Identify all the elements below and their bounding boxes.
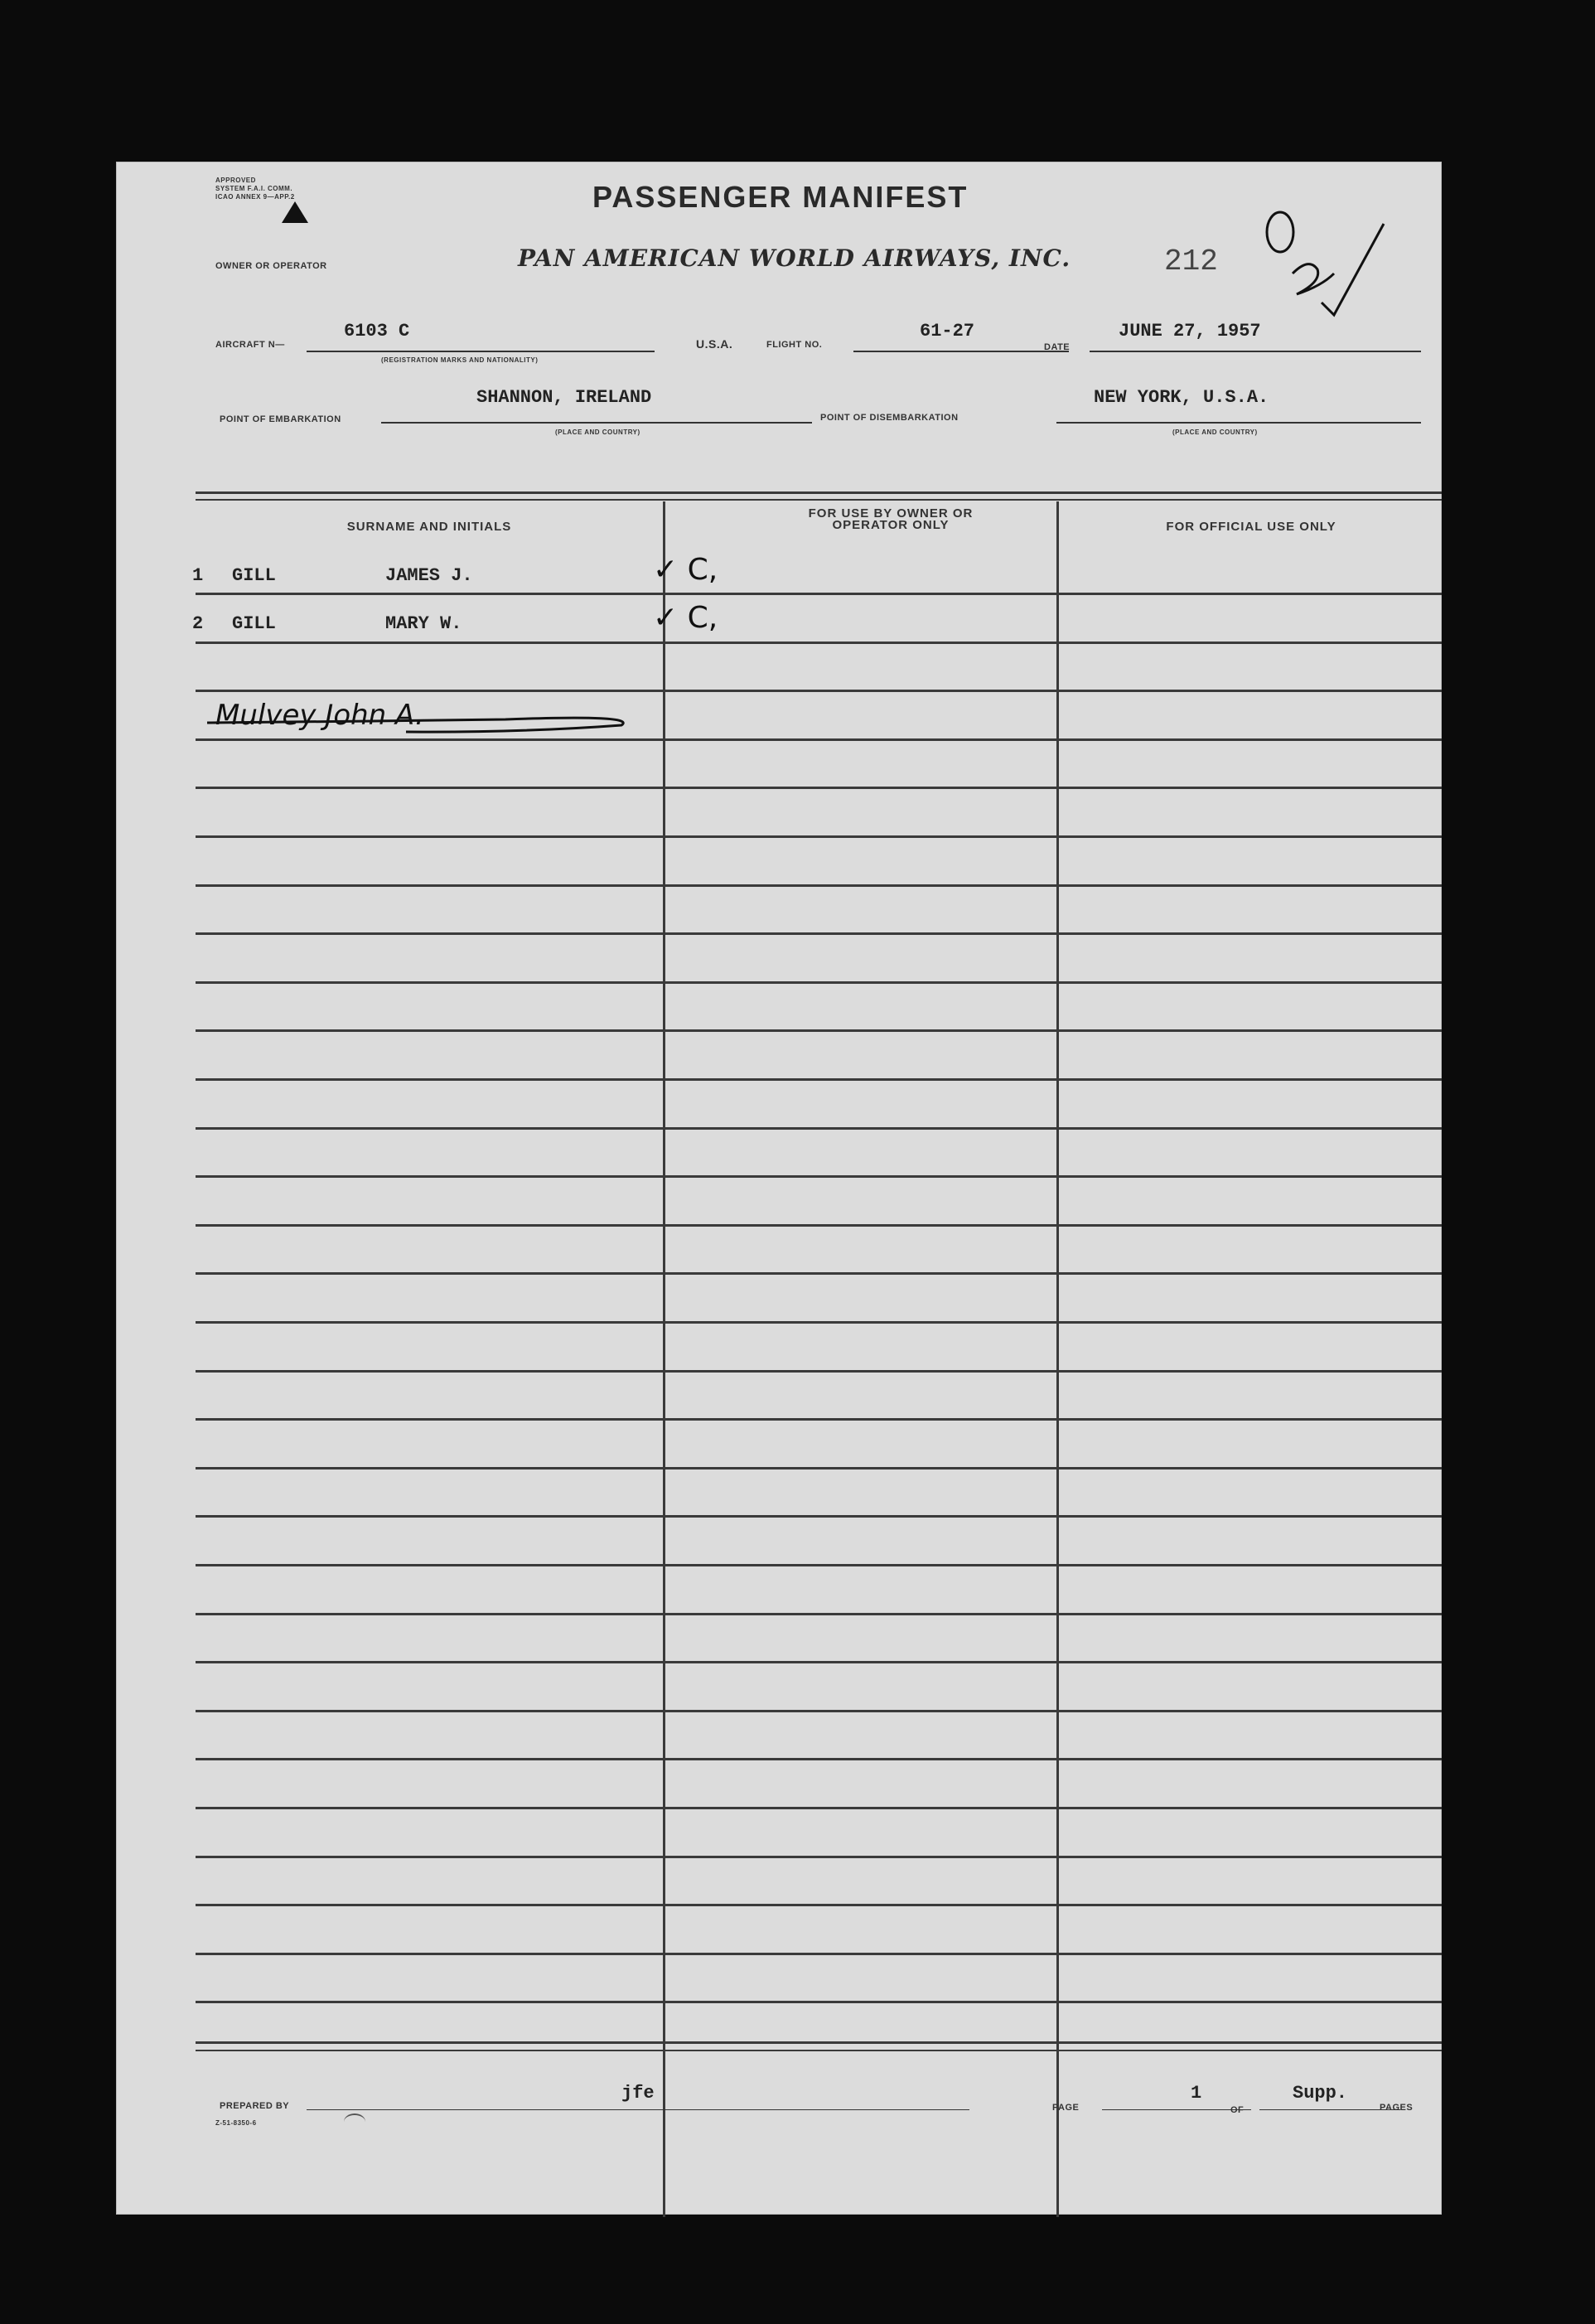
table-row-rule (196, 1127, 1442, 1130)
passenger-handwritten-mark: ✓ C, (653, 553, 718, 587)
embarkation-underline (381, 422, 812, 424)
table-row-rule (196, 1758, 1442, 1760)
table-row-rule (196, 738, 1442, 741)
of-label: OF (1230, 2105, 1245, 2115)
strike-through-icon (207, 704, 671, 738)
date-label: DATE (1044, 342, 1071, 352)
table-bottom-rule (196, 2041, 1442, 2044)
date-value: JUNE 27, 1957 (1119, 321, 1261, 341)
table-row-rule (196, 835, 1442, 838)
table-row-rule (196, 787, 1442, 789)
passenger-surname: GILL (232, 565, 276, 586)
column-header-surname: SURNAME AND INITIALS (346, 520, 512, 534)
aircraft-sublabel: (REGISTRATION MARKS AND NATIONALITY) (381, 356, 539, 364)
table-row-rule (196, 884, 1442, 887)
passenger-number: 1 (192, 565, 204, 586)
aircraft-label: AIRCRAFT N— (215, 340, 285, 350)
table-row-rule (196, 1953, 1442, 1955)
table-row-rule (196, 981, 1442, 984)
flight-label: FLIGHT NO. (766, 340, 823, 350)
handwritten-check-icon (1235, 207, 1400, 323)
page-underline (1102, 2109, 1251, 2110)
operator-name: PAN AMERICAN WORLD AIRWAYS, INC. (518, 245, 1071, 272)
prepared-by-value: jfe (621, 2083, 655, 2104)
disembarkation-sublabel: (PLACE AND COUNTRY) (1172, 428, 1258, 436)
prepared-by-label: PREPARED BY (220, 2101, 290, 2111)
disembarkation-value: NEW YORK, U.S.A. (1094, 387, 1269, 408)
disembarkation-underline (1056, 422, 1421, 424)
passenger-handwritten-mark: ✓ C, (653, 601, 718, 635)
of-value: Supp. (1293, 2083, 1348, 2104)
page-label: PAGE (1052, 2103, 1080, 2113)
column-divider (1056, 501, 1059, 2217)
table-row-rule (196, 1856, 1442, 1858)
table-bottom-rule (196, 2050, 1442, 2051)
table-top-rule (196, 491, 1442, 494)
table-row-rule (196, 690, 1442, 692)
table-row-rule (196, 1710, 1442, 1712)
table-row-rule (196, 1564, 1442, 1566)
column-divider (663, 501, 665, 2217)
owner-label: OWNER OR OPERATOR (215, 261, 327, 271)
table-row-rule (196, 1078, 1442, 1081)
approval-stamp (215, 177, 295, 201)
passenger-initials: JAMES J. (385, 565, 473, 586)
approval-line: APPROVED (215, 177, 256, 184)
embarkation-sublabel: (PLACE AND COUNTRY) (555, 428, 640, 436)
column-header-owner-use: FOR USE BY OWNER OR OPERATOR ONLY (808, 506, 974, 532)
table-row-rule (196, 1807, 1442, 1809)
form-code: Z-51-8350-6 (215, 2119, 257, 2127)
flight-value: 61-27 (920, 321, 975, 341)
page-value: 1 (1191, 2083, 1202, 2104)
approval-line: ICAO ANNEX 9—APP.2 (215, 193, 295, 201)
table-row-rule (196, 1272, 1442, 1275)
table-top-rule (196, 499, 1442, 501)
table-row-rule (196, 1661, 1442, 1663)
triangle-mark-icon (282, 201, 308, 223)
table-row-rule (196, 1224, 1442, 1227)
table-row-rule (196, 1467, 1442, 1469)
passenger-number: 2 (192, 613, 204, 634)
table-row-rule (196, 932, 1442, 935)
passenger-surname: GILL (232, 613, 276, 634)
aircraft-underline (307, 351, 655, 352)
table-row-rule (196, 2001, 1442, 2003)
disembarkation-label: POINT OF DISEMBARKATION (820, 413, 959, 423)
date-underline (1090, 351, 1421, 352)
union-bug-icon (344, 2113, 365, 2130)
usa-label: U.S.A. (696, 337, 733, 351)
table-row-rule (196, 1029, 1442, 1032)
embarkation-value: SHANNON, IRELAND (476, 387, 652, 408)
struck-entry: Mulvey John A. (215, 699, 424, 732)
table-row-rule (196, 593, 1442, 595)
passenger-initials: MARY W. (385, 613, 462, 634)
pages-label: PAGES (1380, 2103, 1414, 2113)
prepared-by-underline (307, 2109, 969, 2110)
table-row-rule (196, 642, 1442, 644)
page-title: PASSENGER MANIFEST (592, 180, 969, 214)
aircraft-value: 6103 C (344, 321, 410, 341)
table-row-rule (196, 1175, 1442, 1178)
table-row-rule (196, 1370, 1442, 1373)
stamp-number: 212 (1164, 245, 1218, 278)
approval-line: SYSTEM F.A.I. COMM. (215, 185, 293, 192)
embarkation-label: POINT OF EMBARKATION (220, 414, 341, 424)
table-row-rule (196, 1515, 1442, 1518)
table-row-rule (196, 1418, 1442, 1421)
column-header-official-use: FOR OFFICIAL USE ONLY (1166, 520, 1336, 534)
table-row-rule (196, 1321, 1442, 1324)
table-row-rule (196, 1904, 1442, 1906)
manifest-sheet (116, 162, 1442, 2215)
table-row-rule (196, 1613, 1442, 1615)
flight-underline (853, 351, 1069, 352)
